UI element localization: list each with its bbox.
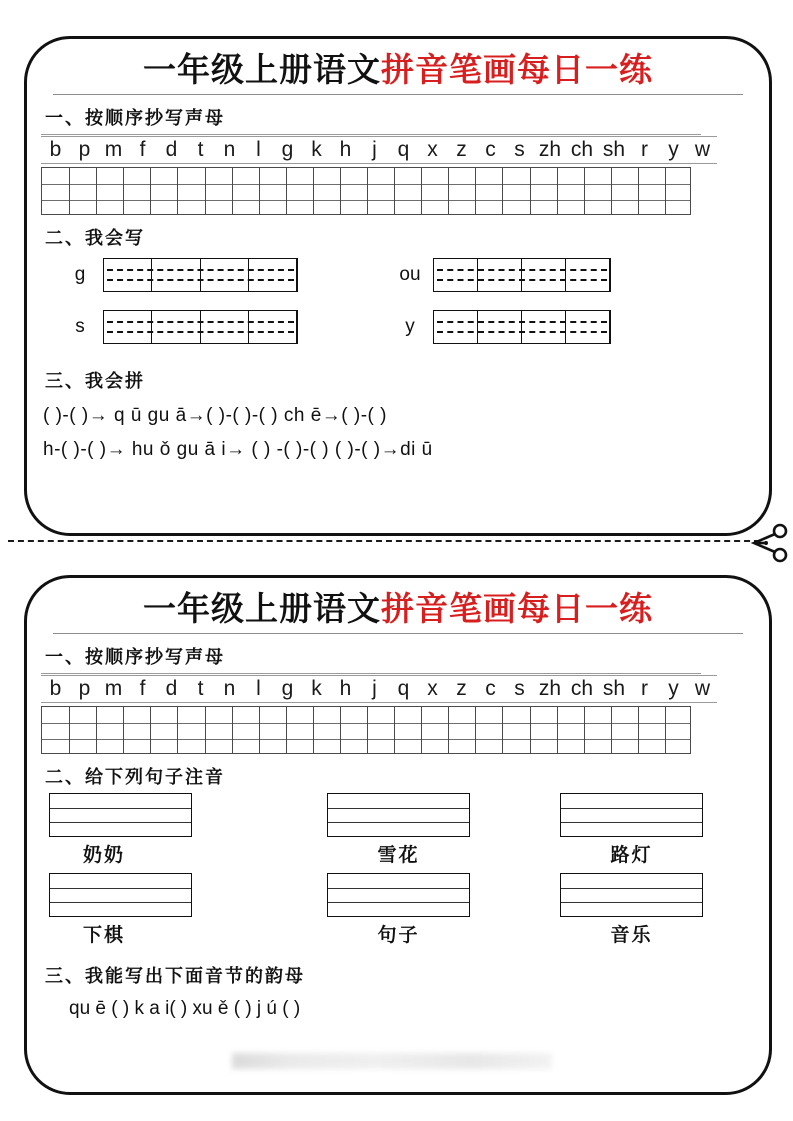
- consonant-letter: f: [139, 676, 146, 700]
- final-exercise-line[interactable]: qu ē ( ) k a i( ) xu ě ( ) j ú ( ): [69, 997, 301, 1019]
- consonant-letter: z: [456, 676, 467, 700]
- pinyin-exercise-line[interactable]: ( )-( )→ q ū gu ā→( )-( )-( ) ch ē→( )-( ): [43, 404, 387, 426]
- word-label: 下棋: [83, 923, 126, 946]
- worksheet-card-bottom: [24, 575, 772, 1095]
- consonant-letter: n: [223, 137, 236, 161]
- consonant-letter: l: [256, 676, 261, 700]
- consonant-letter: x: [427, 676, 438, 700]
- consonant-group: [41, 136, 302, 164]
- word-annotation-area: [49, 793, 749, 953]
- word-annotation-item: [282, 873, 515, 947]
- pinyin-box[interactable]: [433, 310, 611, 344]
- consonant-letter: d: [165, 137, 178, 161]
- consonant-letter: zh: [538, 676, 562, 700]
- write-practice-area: [57, 254, 769, 358]
- worksheet-title-top: [27, 51, 769, 95]
- consonant-letter: c: [485, 137, 496, 161]
- section-heading-2-top: 二、我会写: [45, 227, 145, 249]
- word-label: 雪花: [377, 843, 420, 866]
- title-red-part: 拼音笔画每日一练: [381, 589, 653, 628]
- word-annotation-item: [49, 873, 282, 947]
- word-label: 音乐: [610, 923, 653, 946]
- consonant-letter: m: [104, 676, 123, 700]
- write-label: y: [405, 315, 415, 337]
- title-black-part: 一年级上册语文: [143, 50, 381, 89]
- word-annotation-item: [515, 793, 748, 867]
- consonant-strip-bottom: [41, 673, 711, 754]
- section-heading-1-bottom: 一、按顺序抄写声母: [45, 646, 225, 668]
- consonant-letter: z: [456, 137, 467, 161]
- consonant-group: [566, 136, 717, 164]
- consonant-letter: g: [281, 676, 294, 700]
- pinyin-answer-box[interactable]: [560, 873, 703, 917]
- consonant-letter: y: [668, 676, 679, 700]
- section-heading-2-bottom: 二、给下列句子注音: [45, 766, 225, 788]
- worksheet-card-top: [24, 36, 772, 536]
- cut-dashed-line: [8, 540, 760, 542]
- consonant-letter: k: [311, 676, 322, 700]
- title-underline: [53, 633, 743, 634]
- write-label: s: [75, 315, 85, 337]
- pinyin-answer-box[interactable]: [49, 873, 192, 917]
- word-label: 路灯: [610, 843, 653, 866]
- blurred-watermark: [232, 1053, 552, 1069]
- pinyin-answer-box[interactable]: [327, 873, 470, 917]
- pinyin-answer-box[interactable]: [560, 793, 703, 837]
- consonant-letter: p: [78, 676, 91, 700]
- section-heading-3-bottom: 三、我能写出下面音节的韵母: [45, 965, 305, 987]
- consonant-letter: sh: [602, 137, 626, 161]
- consonant-letter: c: [485, 676, 496, 700]
- consonant-letter: h: [339, 676, 352, 700]
- word-label: 句子: [377, 923, 420, 946]
- consonant-letter: s: [514, 137, 525, 161]
- consonant-letter: k: [311, 137, 322, 161]
- consonant-group: [566, 675, 717, 703]
- pinyin-exercise-area: [43, 399, 769, 467]
- pinyin-box[interactable]: [103, 258, 298, 292]
- title-red-part: 拼音笔画每日一练: [381, 50, 653, 89]
- consonant-letter: ch: [570, 676, 594, 700]
- consonant-group: [302, 675, 566, 703]
- consonant-letter: f: [139, 137, 146, 161]
- pinyin-answer-box[interactable]: [327, 793, 470, 837]
- consonant-letter: g: [281, 137, 294, 161]
- consonant-letter: b: [49, 676, 62, 700]
- pinyin-answer-box[interactable]: [49, 793, 192, 837]
- consonant-group: [302, 136, 566, 164]
- scissors-icon: [742, 518, 792, 568]
- write-row: [57, 306, 387, 348]
- final-exercise-area: [69, 992, 769, 1026]
- consonant-letter: b: [49, 137, 62, 161]
- consonant-letter: x: [427, 137, 438, 161]
- consonant-letter: j: [372, 676, 377, 700]
- consonant-letter: q: [397, 137, 410, 161]
- write-row: [387, 306, 717, 348]
- consonant-letter: s: [514, 676, 525, 700]
- word-label: 奶奶: [83, 843, 126, 866]
- consonant-letter: sh: [602, 676, 626, 700]
- pinyin-exercise-line[interactable]: h-( )-( )→ hu ǒ gu ā i→ ( ) -( )-( ) ( )-( )→di ū: [43, 438, 433, 460]
- consonant-strip-top: [41, 134, 711, 215]
- pinyin-box[interactable]: [433, 258, 611, 292]
- consonant-letter: h: [339, 137, 352, 161]
- write-label: ou: [399, 263, 421, 285]
- consonant-letter: p: [78, 137, 91, 161]
- consonant-letter: r: [641, 137, 648, 161]
- consonant-letter: w: [694, 676, 711, 700]
- section-heading-3-top: 三、我会拼: [45, 370, 145, 392]
- word-annotation-item: [282, 793, 515, 867]
- pinyin-box[interactable]: [103, 310, 298, 344]
- consonant-letter: l: [256, 137, 261, 161]
- worksheet-title-bottom: [27, 590, 769, 634]
- four-line-writing-grid[interactable]: [41, 706, 691, 754]
- write-row: [57, 254, 387, 296]
- word-annotation-item: [49, 793, 282, 867]
- title-black-part: 一年级上册语文: [143, 589, 381, 628]
- consonant-letter: w: [694, 137, 711, 161]
- consonant-letter: n: [223, 676, 236, 700]
- consonant-letter: zh: [538, 137, 562, 161]
- write-label: g: [74, 263, 86, 285]
- four-line-writing-grid[interactable]: [41, 167, 691, 215]
- consonant-letter: j: [372, 137, 377, 161]
- word-annotation-item: [515, 873, 748, 947]
- section-heading-1-top: 一、按顺序抄写声母: [45, 107, 225, 129]
- consonant-letter: r: [641, 676, 648, 700]
- consonant-group: [41, 675, 302, 703]
- consonant-letter: t: [197, 676, 204, 700]
- write-row: [387, 254, 717, 296]
- title-underline: [53, 94, 743, 95]
- consonant-letter: ch: [570, 137, 594, 161]
- consonant-letter: m: [104, 137, 123, 161]
- consonant-letter: q: [397, 676, 410, 700]
- consonant-letter: d: [165, 676, 178, 700]
- consonant-letter: t: [197, 137, 204, 161]
- consonant-letter: y: [668, 137, 679, 161]
